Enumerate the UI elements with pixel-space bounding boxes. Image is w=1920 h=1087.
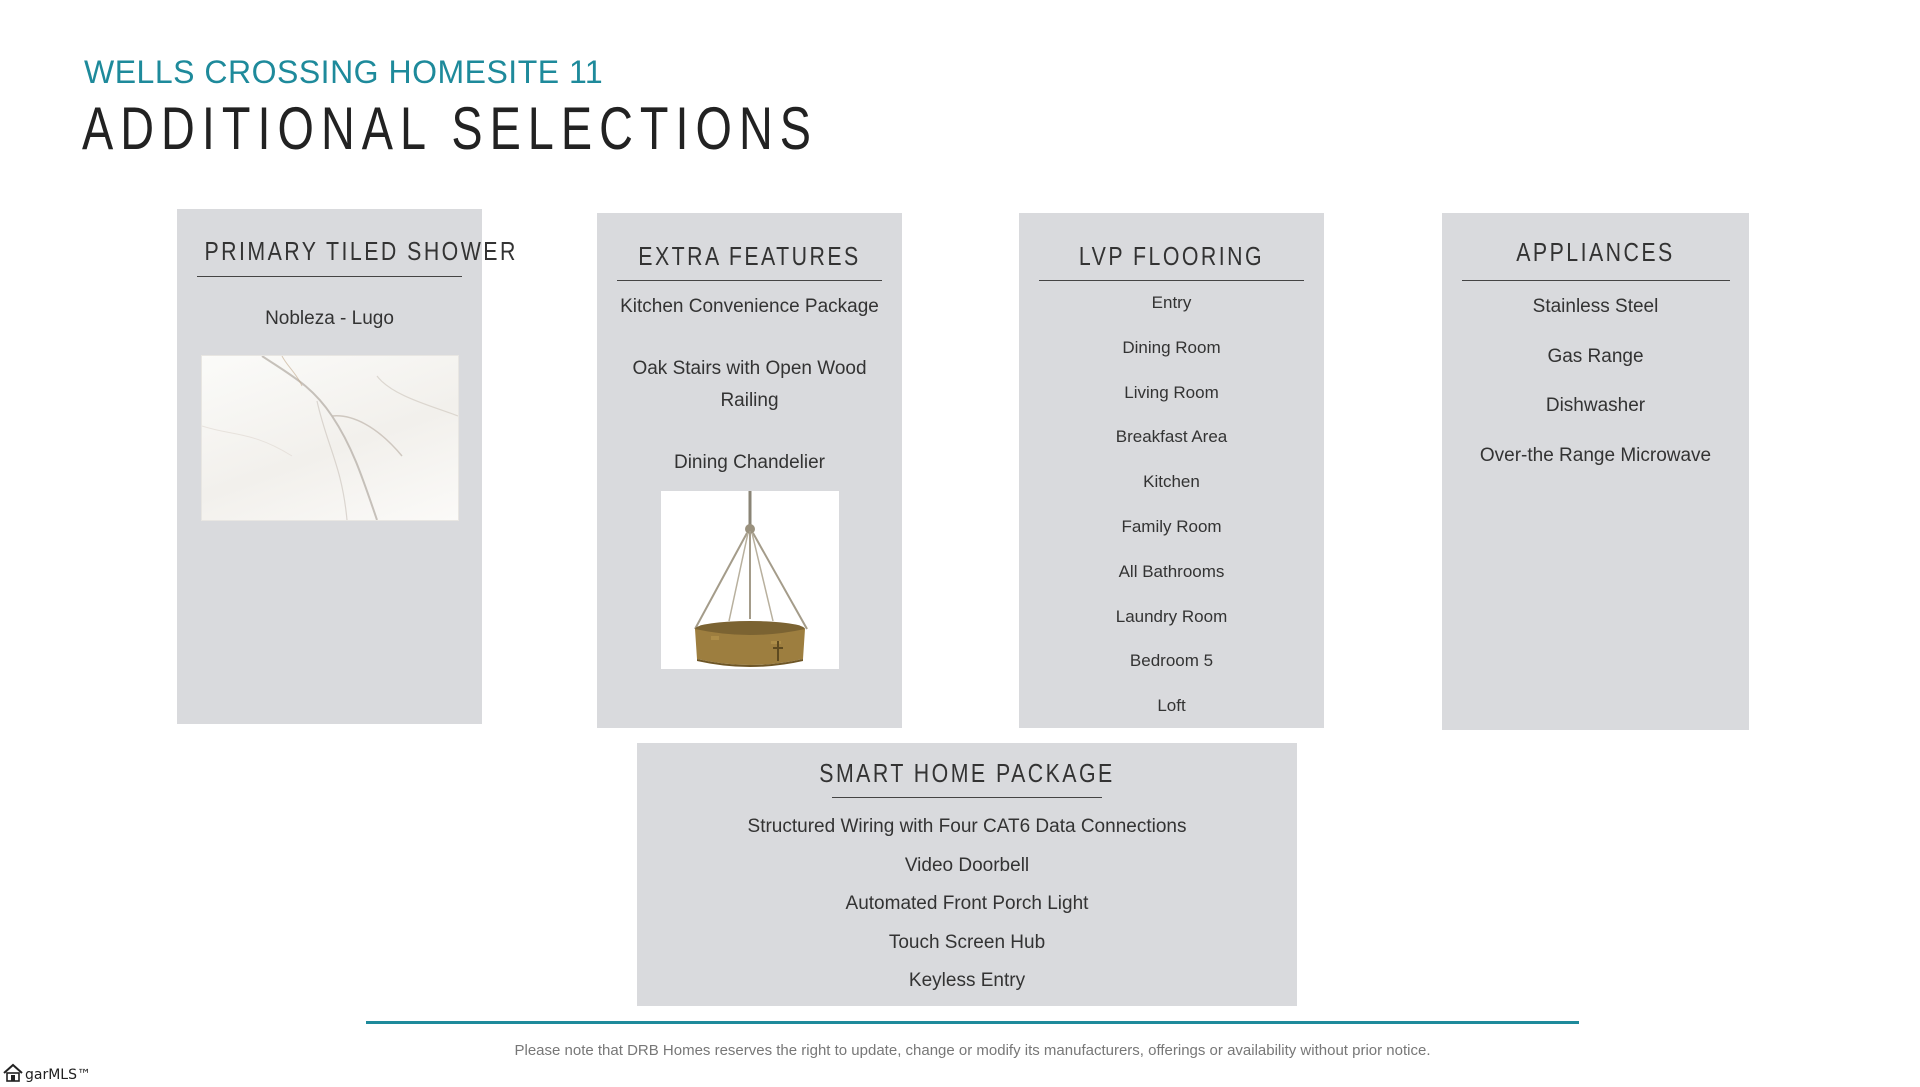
list-item: Dining Room [1122, 337, 1221, 357]
appliances-list [1442, 295, 1749, 468]
list-item: All Bathrooms [1118, 561, 1225, 581]
smart-home-list [637, 808, 1297, 1001]
card-title: LVP FLOORING [1078, 241, 1265, 271]
list-item: Loft [1157, 696, 1186, 716]
list-item: Gas Range [1547, 345, 1644, 367]
card-title: APPLIANCES [1516, 237, 1675, 267]
list-item: Stainless Steel [1532, 296, 1659, 317]
title-divider [1039, 280, 1304, 281]
list-item: Entry [1151, 293, 1192, 312]
shower-tile-selection: Nobleza - Lugo [265, 308, 394, 329]
card-title: SMART HOME PACKAGE [819, 758, 1115, 788]
list-item: Family Room [1121, 516, 1222, 536]
list-item: Breakfast Area [1115, 427, 1228, 447]
list-item: Laundry Room [1115, 606, 1228, 626]
list-item: Kitchen [1143, 472, 1200, 492]
watermark-text: garMLS™ [25, 1067, 91, 1083]
disclaimer-text: Please note that DRB Homes reserves the right to update, change or modify its manufacturers, offerings or availability without prior notice. [514, 1042, 1431, 1059]
marble-tile-swatch-image [201, 355, 459, 521]
list-item: Structured Wiring with Four CAT6 Data Connections [747, 816, 1187, 837]
card-title: PRIMARY TILED SHOWER [204, 236, 518, 266]
list-item: Dishwasher [1545, 395, 1646, 416]
lvp-flooring-card [1019, 213, 1324, 728]
list-item: Touch Screen Hub [888, 931, 1046, 953]
title-divider [832, 797, 1102, 798]
list-item: Keyless Entry [908, 970, 1026, 991]
list-item: Dining Chandelier [673, 452, 826, 473]
list-item: Oak Stairs with Open Wood Railing [632, 358, 867, 411]
chandelier-image [661, 491, 839, 669]
house-logo-icon [2, 1063, 25, 1087]
title-divider [1462, 280, 1730, 281]
page-title: ADDITIONAL SELECTIONS [82, 95, 819, 162]
card-title: EXTRA FEATURES [638, 241, 861, 271]
list-item: Living Room [1124, 382, 1219, 402]
smart-home-package-card [637, 743, 1297, 1006]
list-item: Kitchen Convenience Package [620, 296, 879, 317]
primary-tiled-shower-card [177, 209, 518, 724]
list-item: Automated Front Porch Light [845, 893, 1089, 914]
appliances-card [1442, 213, 1749, 730]
title-divider [617, 280, 882, 281]
extra-features-list [597, 291, 902, 479]
extra-features-card [597, 213, 902, 728]
footer-divider [366, 1021, 1579, 1024]
list-item: Over-the Range Microwave [1479, 444, 1712, 466]
title-divider [197, 276, 462, 277]
list-item: Bedroom 5 [1129, 651, 1214, 671]
community-homesite-heading: WELLS CROSSING HOMESITE 11 [84, 54, 604, 90]
lvp-rooms-list [1019, 293, 1324, 716]
mls-watermark [2, 1063, 91, 1087]
list-item: Video Doorbell [904, 854, 1030, 876]
